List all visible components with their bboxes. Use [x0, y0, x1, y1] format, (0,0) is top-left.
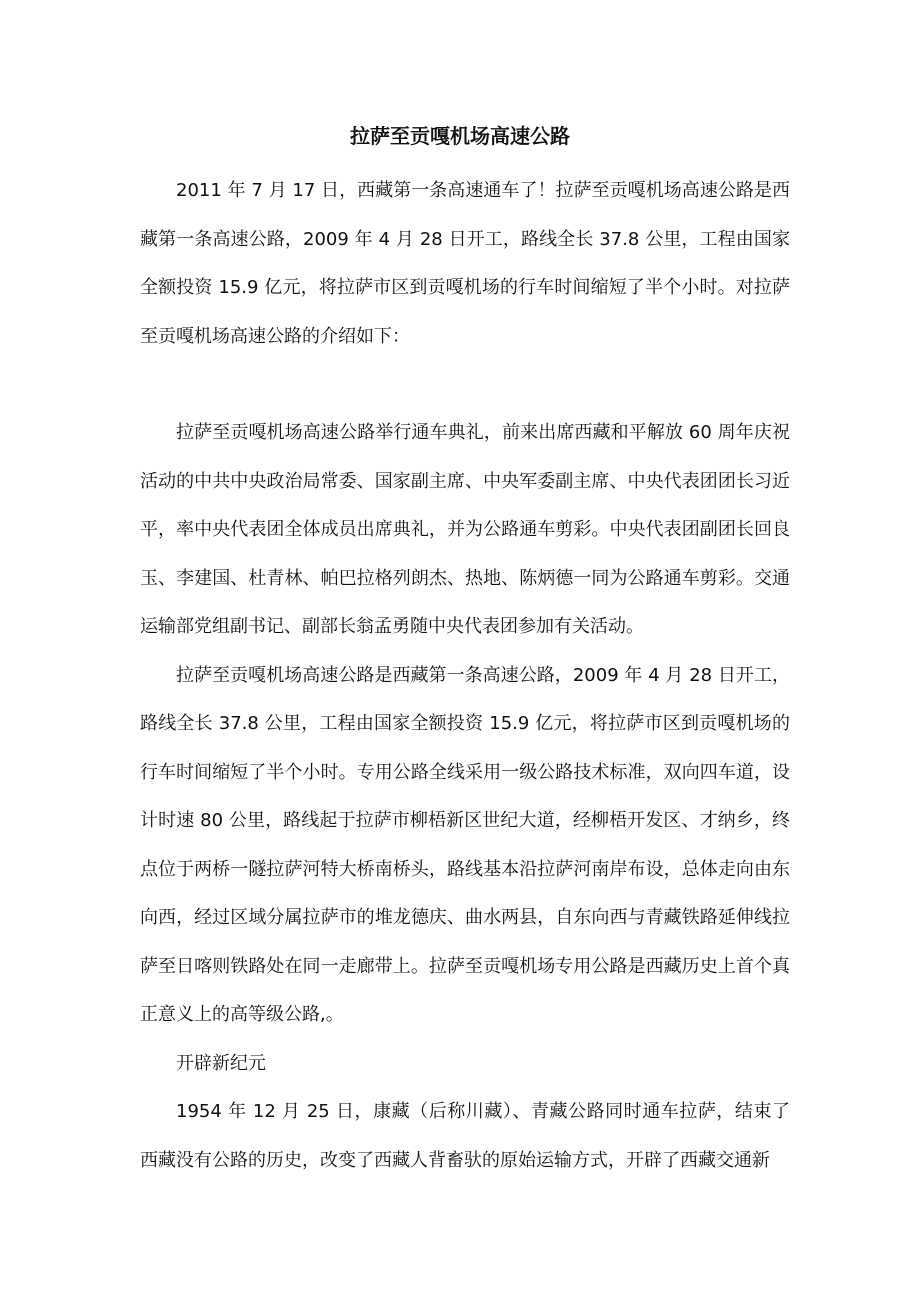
intro-paragraph: 2011 年 7 月 17 日，西藏第一条高速通车了！拉萨至贡嘎机场高速公路是西藏第一条高速公路，2009 年 4 月 28 日开工，路线全长 37.8 公里，工程由国家全额投资 15.9 亿元，将拉萨市区到贡嘎机场的行车时间缩短了半个小时。对拉萨至贡嘎机场高速公路的介绍如下： [140, 180, 790, 347]
document-title: 拉萨至贡嘎机场高速公路 [350, 124, 570, 148]
section-heading: 开辟新纪元 [176, 1052, 266, 1074]
ceremony-paragraph: 拉萨至贡嘎机场高速公路举行通车典礼，前来出席西藏和平解放 60 周年庆祝活动的中共中央政治局常委、国家副主席、中央军委副主席、中央代表团团长习近平，率中央代表团全体成员出席典礼，并为公路通车剪彩。中央代表团副团长回良玉、李建国、杜青林、帕巴拉格列朗杰、热地、陈炳德一同为公路通车剪彩。交通运输部党组副书记、副部长翁孟勇随中央代表团参加有关活动。 [140, 422, 790, 637]
paragraph-spacer [140, 361, 790, 409]
history-paragraph: 1954 年 12 月 25 日，康藏（后称川藏）、青藏公路同时通车拉萨，结束了西藏没有公路的历史，改变了西藏人背畜驮的原始运输方式，开辟了西藏交通新 [140, 1101, 790, 1171]
document-body [140, 167, 790, 1185]
highway-details-paragraph: 拉萨至贡嘎机场高速公路是西藏第一条高速公路，2009 年 4 月 28 日开工，路线全长 37.8 公里，工程由国家全额投资 15.9 亿元，将拉萨市区到贡嘎机场的行车时间缩短了半个小时。专用公路全线采用一级公路技术标准，双向四车道，设计时速 80 公里，路线起于拉萨市柳梧新区世纪大道，经柳梧开发区、才纳乡，终点位于两桥一隧拉萨河特大桥南桥头，路线基本沿拉萨河南岸布设，总体走向由东向西，经过区域分属拉萨市的堆龙德庆、曲水两县，自东向西与青藏铁路延伸线拉萨至日喀则铁路处在同一走廊带上。拉萨至贡嘎机场专用公路是西藏历史上首个真正意义上的高等级公路,。 [140, 664, 790, 1025]
